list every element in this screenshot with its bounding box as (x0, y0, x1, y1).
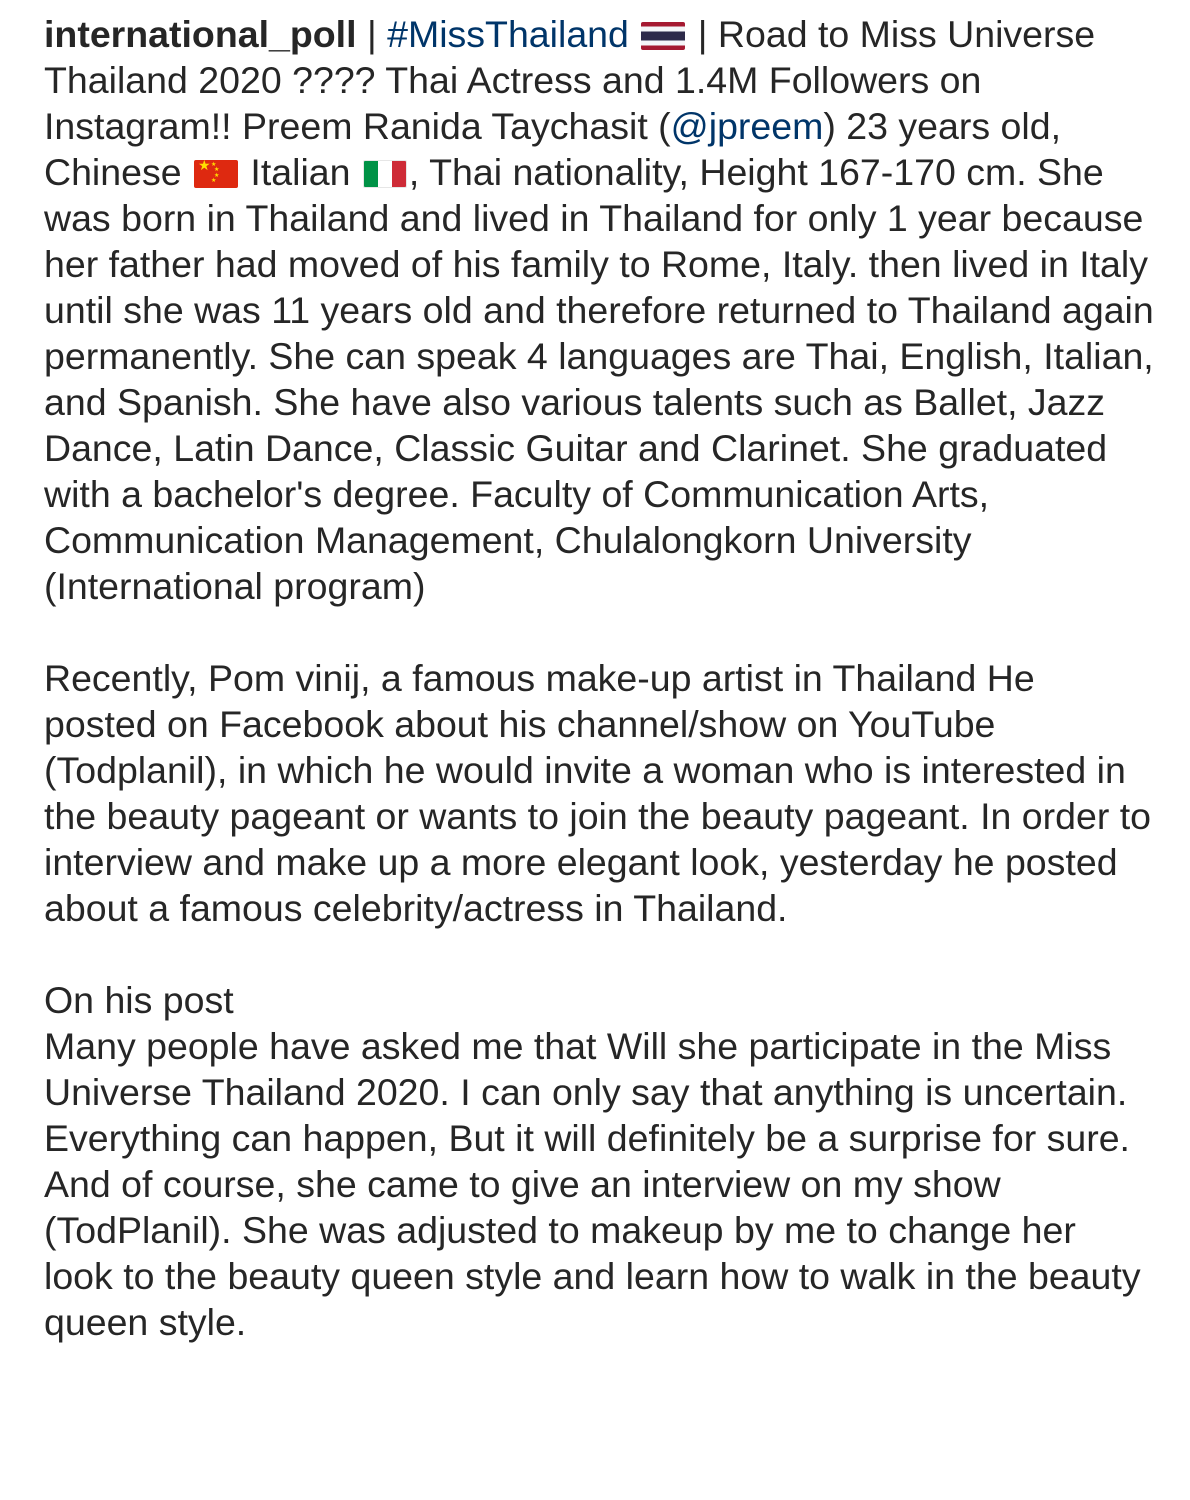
paragraph-gap (44, 931, 1154, 977)
china-flag-icon: ★ ★ ★ ★ ★ (194, 160, 238, 188)
caption-paragraph-3: Many people have asked me that Will she participate in the Miss Universe Thailand 2020. I can only say that anything is uncertain. Everything can happen, But it will definitely be a surprise for sure. And of course, she came to give an interview on my show (TodPlanil). She was adjusted to makeup by me to change her look to the beauty queen style and learn how to walk in the beauty queen style. (44, 1025, 1141, 1343)
caption-age-text: ) 23 years old, Chinese (44, 105, 1061, 193)
caption-bio-text: , Thai nationality, Height 167-170 cm. She was born in Thailand and lived in Thailand for only 1 year because her father had moved of his family to Rome, Italy. then lived in Italy until she was 11 years old and therefore returned to Thailand again permanently. She can speak 4 languages are Thai, English, Italian, and Spanish. She have also various talents such as Ballet, Jazz Dance, Latin Dance, Classic Guitar and Clarinet. She graduated with a bachelor's degree. Faculty of Communication Arts, Communication Management, Chulalongkorn University (International program) (44, 151, 1154, 607)
paragraph-gap (44, 609, 1154, 655)
thailand-flag-icon (641, 22, 685, 50)
caption-paragraph-1 (44, 11, 1154, 609)
username-link[interactable]: international_poll (44, 13, 357, 55)
caption-title-text: | Road to Miss Universe Thailand 2020 ???? Thai Actress and 1.4M Followers on Instagram!! Preem Ranida Taychasit ( (44, 13, 1096, 147)
hashtag-link[interactable]: #MissThailand (387, 13, 629, 55)
caption-italian-text: Italian (240, 151, 361, 193)
caption-paragraph-3-heading: On his post (44, 979, 234, 1021)
post-caption (44, 11, 1154, 1345)
italy-flag-icon (363, 160, 407, 188)
caption-paragraph-2: Recently, Pom vinij, a famous make-up artist in Thailand He posted on Facebook about his channel/show on YouTube (Todplanil), in which he would invite a woman who is interested in the beauty pageant or wants to join the beauty pageant. In order to interview and make up a more elegant look, yesterday he posted about a famous celebrity/actress in Thailand. (44, 657, 1152, 929)
separator: | (356, 13, 388, 55)
mention-link[interactable]: @jpreem (670, 105, 824, 147)
